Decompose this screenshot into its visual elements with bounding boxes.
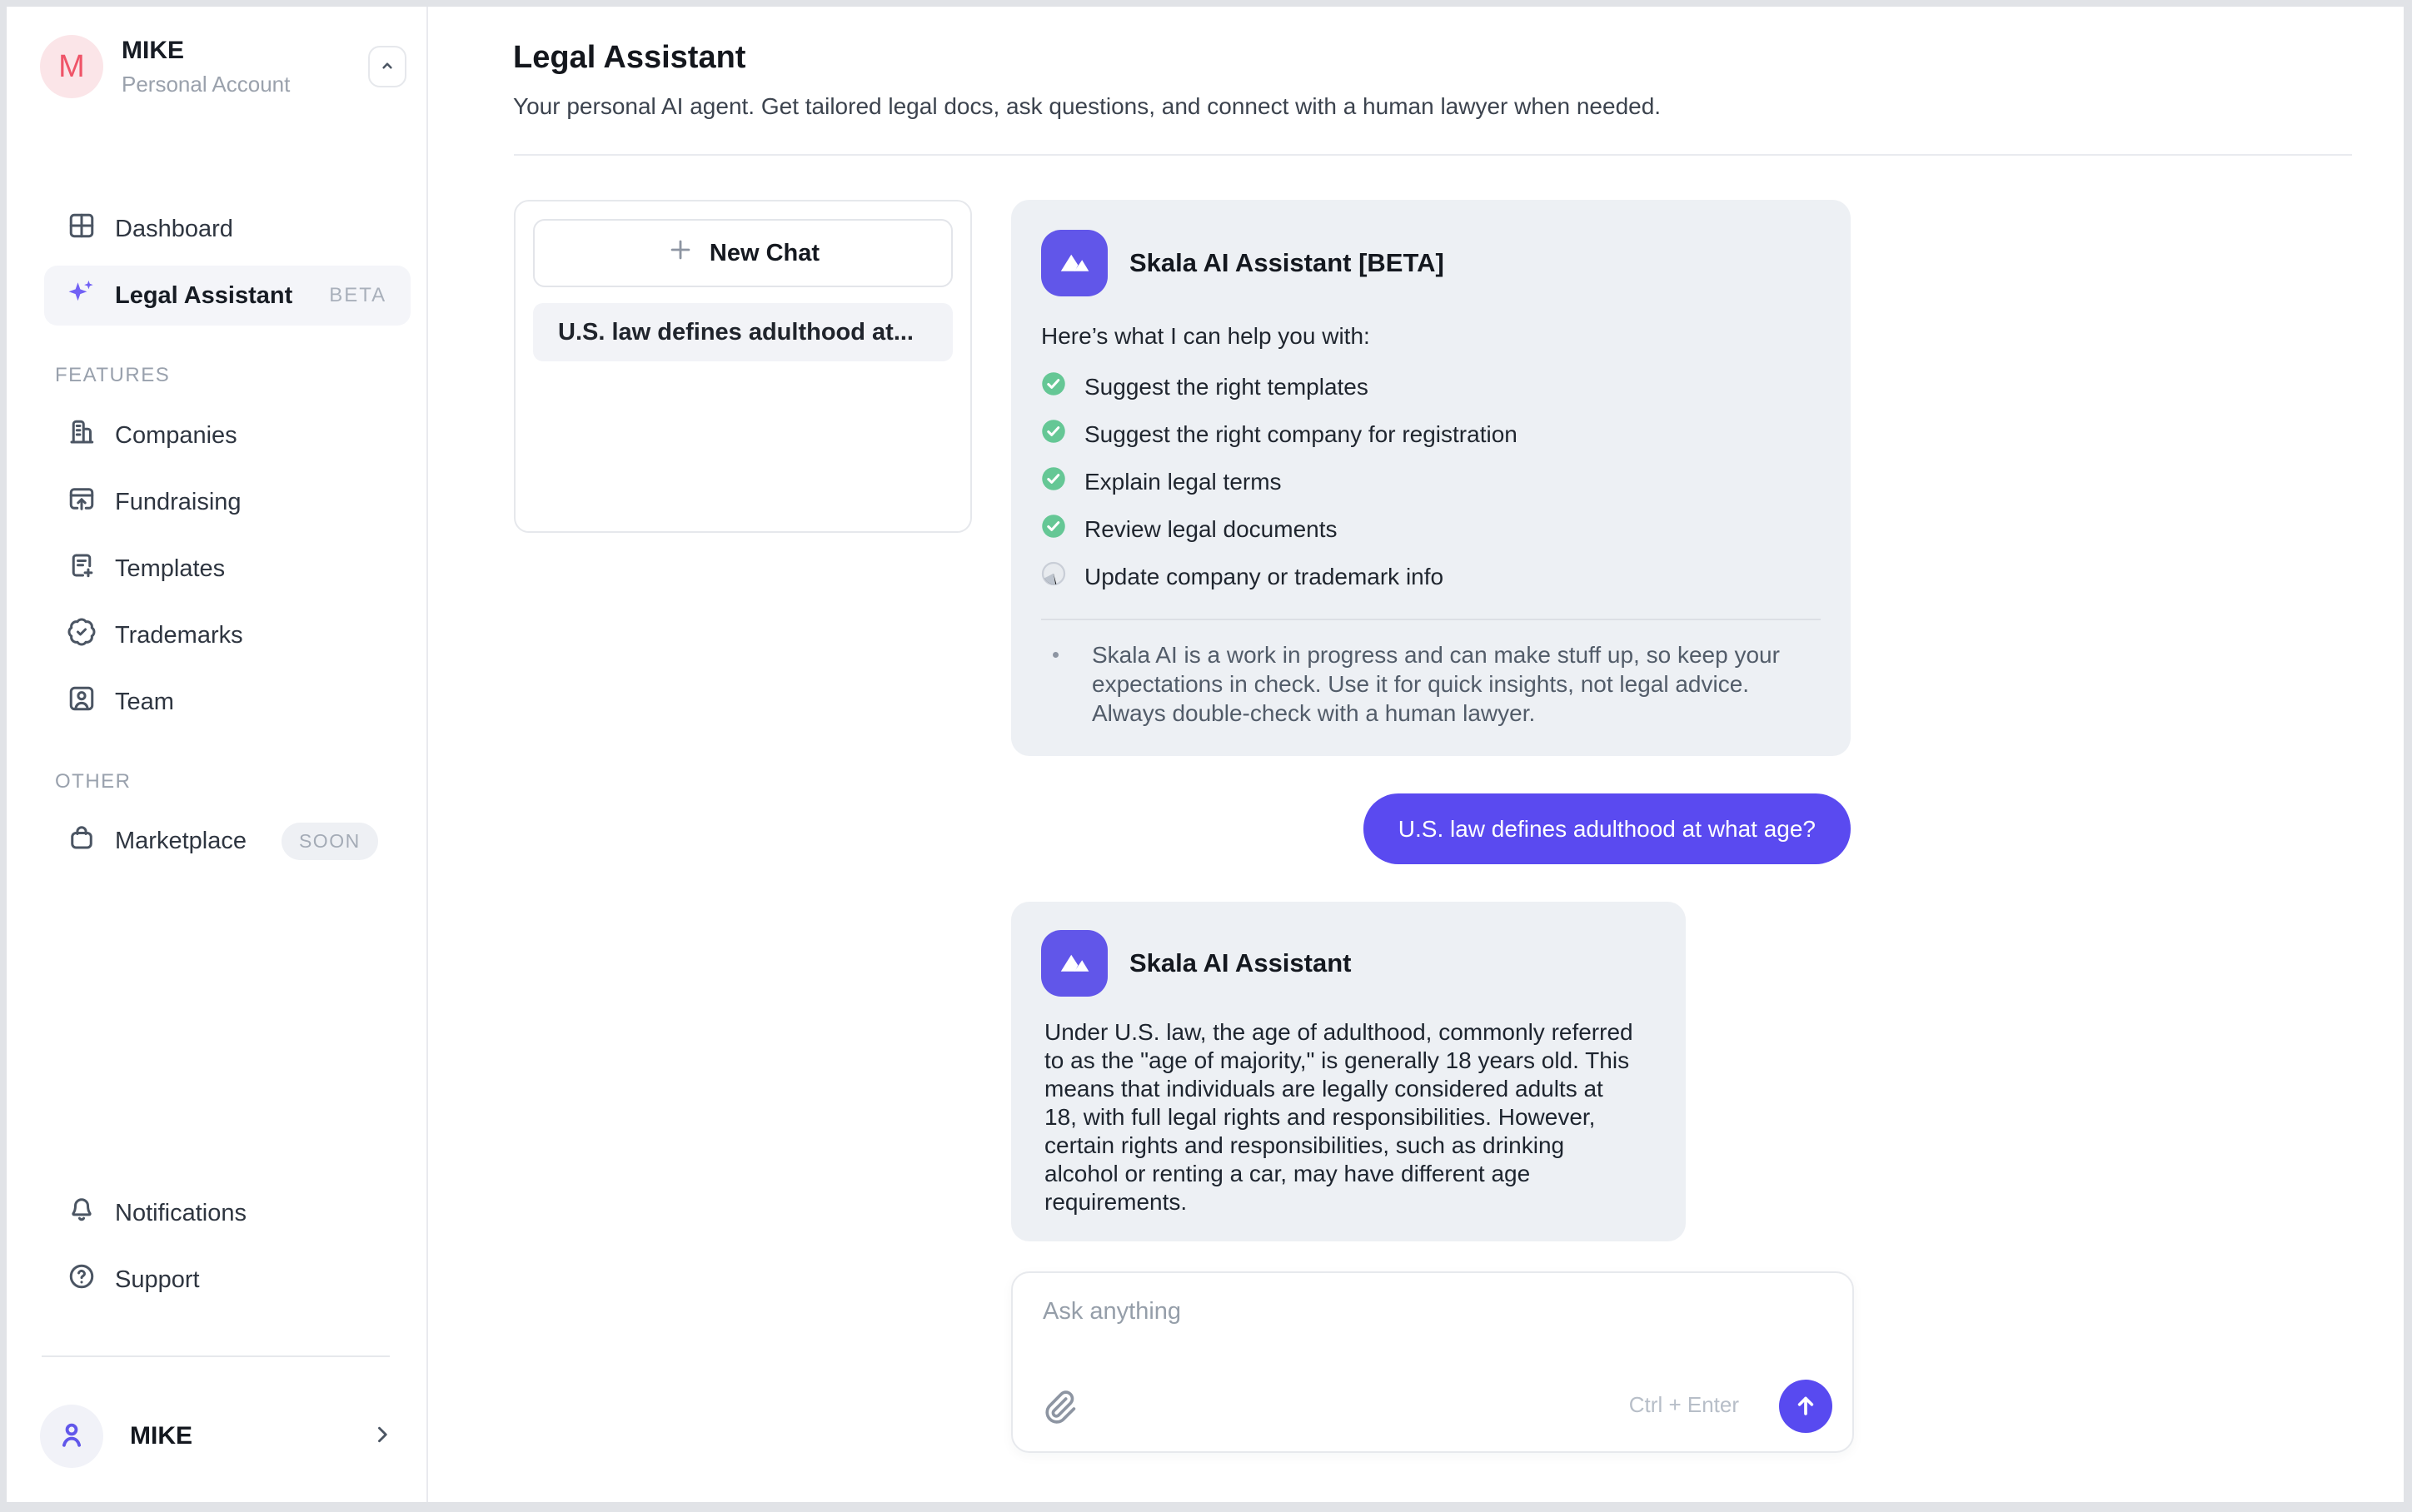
capability-label: Explain legal terms — [1084, 468, 1282, 495]
check-circle-icon — [1041, 419, 1066, 450]
chat-history-item[interactable]: U.S. law defines adulthood at... — [533, 303, 953, 361]
fundraising-icon — [67, 484, 97, 520]
message-composer — [1011, 1271, 1854, 1453]
sidebar-item-label: Fundraising — [115, 488, 242, 515]
message-input[interactable] — [1041, 1296, 1824, 1346]
sidebar — [7, 7, 428, 1502]
sidebar-item-label: Templates — [115, 555, 226, 582]
sidebar-item-fundraising[interactable] — [44, 472, 411, 532]
paperclip-icon — [1041, 1415, 1078, 1428]
bell-icon — [67, 1195, 97, 1231]
sidebar-item-legal-assistant[interactable] — [44, 266, 411, 326]
section-label-other: OTHER — [55, 770, 132, 793]
card-divider — [1041, 619, 1821, 620]
attach-file-button[interactable] — [1038, 1386, 1081, 1430]
user-icon — [54, 1417, 89, 1456]
sidebar-item-label: Legal Assistant — [115, 281, 293, 309]
document-plus-icon — [67, 550, 97, 587]
sidebar-item-companies[interactable] — [44, 405, 411, 465]
disclaimer-text: Skala AI is a work in progress and can make stuff up, so keep your expectations in check. Use it for quick insights, not legal advice. Always double-check with a human lawyer. — [1092, 642, 1780, 726]
assistant-header — [1041, 230, 1821, 296]
profile-name: MIKE — [130, 1422, 192, 1450]
capability-item — [1041, 505, 1821, 553]
account-info — [122, 37, 368, 97]
sidebar-item-label: Team — [115, 688, 174, 715]
skala-logo-icon — [1041, 230, 1108, 296]
capability-label: Review legal documents — [1084, 515, 1338, 542]
chevron-up-icon — [375, 53, 400, 81]
dashboard-icon — [67, 211, 97, 247]
capability-item — [1041, 458, 1821, 505]
sidebar-item-notifications[interactable] — [44, 1183, 411, 1243]
sparkles-icon — [67, 277, 97, 314]
capability-item — [1041, 553, 1821, 600]
page-title: Legal Assistant — [513, 40, 746, 75]
building-icon — [67, 417, 97, 454]
plus-icon — [666, 236, 695, 271]
assistant-header — [1041, 930, 1656, 997]
check-circle-icon — [1041, 371, 1066, 402]
assistant-name: Skala AI Assistant [BETA] — [1129, 248, 1444, 277]
shortcut-hint: Ctrl + Enter — [1628, 1392, 1739, 1417]
pending-circle-icon — [1041, 561, 1066, 592]
assistant-welcome-message — [1011, 200, 1851, 756]
sidebar-item-label: Dashboard — [115, 215, 233, 242]
shopping-bag-icon — [67, 823, 97, 859]
capability-item — [1041, 363, 1821, 410]
capability-list — [1041, 363, 1821, 600]
app-window — [7, 7, 2404, 1502]
help-circle-icon — [67, 1261, 97, 1298]
soon-badge: SOON — [282, 823, 378, 860]
profile-avatar — [40, 1405, 103, 1468]
capability-item — [1041, 410, 1821, 458]
assistant-reply-message — [1011, 902, 1686, 1241]
sidebar-item-templates[interactable] — [44, 539, 411, 599]
new-chat-label: New Chat — [709, 239, 820, 266]
sidebar-item-dashboard[interactable] — [44, 199, 411, 259]
header-divider — [514, 154, 2352, 156]
sidebar-item-label: Trademarks — [115, 621, 243, 649]
skala-logo-icon — [1041, 930, 1108, 997]
capability-label: Suggest the right templates — [1084, 373, 1368, 400]
main-content — [428, 7, 2404, 1502]
new-chat-button[interactable] — [533, 219, 953, 287]
account-type: Personal Account — [122, 71, 291, 97]
profile-row[interactable] — [40, 1396, 396, 1476]
sidebar-item-label: Notifications — [115, 1199, 247, 1226]
page-subtitle: Your personal AI agent. Get tailored legal docs, ask questions, and connect with a human lawyer when needed. — [513, 93, 1662, 119]
arrow-up-icon — [1792, 1391, 1820, 1422]
sidebar-item-marketplace[interactable] — [44, 811, 411, 871]
check-circle-icon — [1041, 514, 1066, 545]
section-label-features: FEATURES — [55, 364, 171, 386]
conversation-thread — [1011, 200, 1851, 1241]
capability-label: Suggest the right company for registration — [1084, 420, 1517, 447]
account-name: MIKE — [122, 36, 184, 64]
sidebar-item-label: Companies — [115, 421, 237, 449]
sidebar-item-label: Marketplace — [115, 827, 247, 854]
account-initial: M — [58, 48, 85, 84]
chat-history-panel — [514, 200, 972, 533]
account-collapse-button[interactable] — [368, 46, 406, 87]
sidebar-item-label: Support — [115, 1266, 200, 1293]
sidebar-item-team[interactable] — [44, 672, 411, 732]
assistant-intro: Here’s what I can help you with: — [1041, 323, 1370, 349]
team-icon — [67, 684, 97, 720]
capability-label: Update company or trademark info — [1084, 563, 1444, 589]
sidebar-item-support[interactable] — [44, 1250, 411, 1310]
badge-check-icon — [67, 617, 97, 654]
send-button[interactable] — [1779, 1380, 1832, 1433]
disclaimer — [1041, 640, 1821, 728]
account-switcher[interactable] — [40, 33, 406, 100]
check-circle-icon — [1041, 466, 1066, 497]
sidebar-divider — [42, 1355, 390, 1357]
bullet-dot — [1053, 652, 1059, 658]
beta-badge: BETA — [329, 284, 387, 306]
chevron-right-icon — [368, 1420, 396, 1453]
sidebar-item-trademarks[interactable] — [44, 605, 411, 665]
assistant-reply-text: Under U.S. law, the age of adulthood, commonly referred to as the "age of majority," is generally 18 years old. This means that individuals are legally considered adults at 18, with full legal rights and responsibilities. However, certain rights and responsibilities, such as drinking alcohol or renting a car, may have different age requirements. — [1044, 1019, 1633, 1215]
assistant-name: Skala AI Assistant — [1129, 948, 1352, 977]
account-avatar — [40, 35, 103, 98]
user-message-bubble: U.S. law defines adulthood at what age? — [1363, 793, 1851, 864]
